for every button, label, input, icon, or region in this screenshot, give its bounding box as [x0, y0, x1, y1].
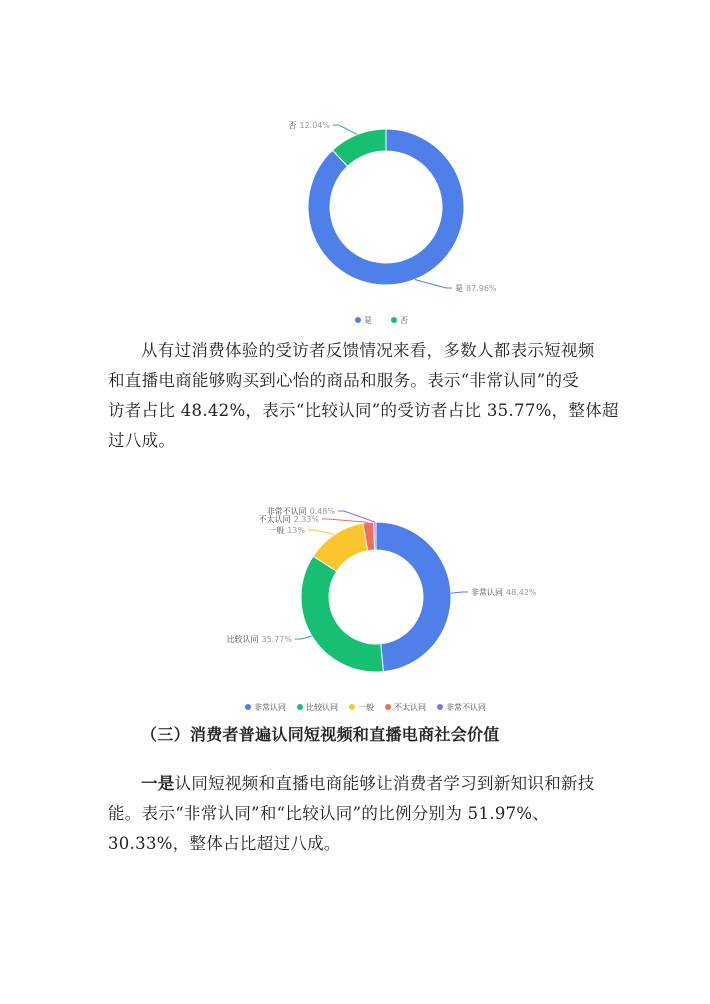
legend-dot-0 [245, 704, 251, 710]
paragraph-lead: 一是 [141, 774, 175, 793]
slice-value-label: 48.42% [506, 588, 537, 597]
donut-chart-agreement [0, 498, 710, 718]
slice-category-label: 否 [288, 121, 297, 130]
legend-label-3: 不太认同 [394, 703, 426, 712]
slice-value-label: 35.77% [261, 635, 292, 644]
donut-chart-agreement-svg [0, 498, 710, 718]
donut-slice-0 [308, 129, 464, 285]
donut-slice-0 [376, 522, 451, 672]
legend-label-0: 非常认同 [254, 703, 286, 712]
slice-category-label: 一般 [268, 526, 285, 535]
slice-value-label: 13% [287, 526, 305, 535]
legend-dot-0 [355, 317, 361, 323]
paragraph-line: 能。表示“非常认同”和“比较认同”的比例分别为 51.97%、 [108, 804, 550, 823]
donut-slice-1 [301, 556, 383, 672]
legend-label-1: 比较认同 [306, 703, 338, 712]
slice-category-label: 非常认同 [471, 588, 503, 597]
paragraph-social-value [108, 769, 608, 859]
legend-dot-1 [391, 317, 397, 323]
paragraph-line-rest: 认同短视频和直播电商能够让消费者学习到新知识和新技 [174, 774, 595, 793]
leader-line-2 [308, 530, 335, 534]
leader-line-3 [322, 519, 368, 522]
slice-label-0 [471, 587, 537, 597]
legend-dot-4 [437, 704, 443, 710]
slice-label-1 [226, 634, 292, 644]
slice-category-label: 比较认同 [226, 635, 259, 644]
slice-category-label: 不太认同 [258, 515, 291, 524]
leader-line-1 [333, 125, 357, 135]
section-heading: （三）消费者普遍认同短视频和直播电商社会价值 [141, 725, 500, 744]
slice-category-label: 非常不认同 [266, 507, 307, 516]
legend-label-1: 否 [400, 316, 408, 325]
slice-category-label: 是 [455, 284, 463, 293]
legend-label-0: 是 [364, 316, 372, 325]
slice-label-2 [268, 525, 305, 535]
slice-label-1 [288, 121, 330, 130]
legend-dot-3 [385, 704, 391, 710]
leader-line-1 [295, 636, 312, 639]
paragraph-consumer-feedback [108, 336, 619, 456]
donut-slice-4 [374, 522, 376, 550]
paragraph-line [108, 769, 608, 799]
paragraph-line: 和直播电商能够购买到心怡的商品和服务。表示“非常认同”的受 [108, 371, 580, 390]
slice-label-0 [455, 284, 497, 293]
legend-label-4: 非常不认同 [446, 703, 486, 712]
donut-chart-experience-svg [0, 110, 710, 330]
slice-value-label: 87.96% [466, 284, 497, 293]
leader-line-0 [451, 592, 468, 593]
donut-chart-experience [0, 110, 710, 330]
legend-label-2: 一般 [358, 703, 374, 712]
leader-line-0 [415, 279, 452, 288]
paragraph-line: 从有过消费体验的受访者反馈情况来看，多数人都表示短视频 [141, 341, 595, 360]
paragraph-line: 30.33%，整体占比超过八成。 [108, 834, 341, 853]
slice-value-label: 0.48% [309, 507, 335, 516]
paragraph-line: 过八成。 [108, 431, 176, 450]
legend-dot-1 [297, 704, 303, 710]
paragraph-line: 访者占比 48.42%，表示“比较认同”的受访者占比 35.77%，整体超 [108, 401, 619, 420]
legend-dot-2 [349, 704, 355, 710]
slice-value-label: 2.33% [293, 515, 319, 524]
slice-value-label: 12.04% [299, 121, 330, 130]
slice-label-4 [267, 506, 336, 516]
